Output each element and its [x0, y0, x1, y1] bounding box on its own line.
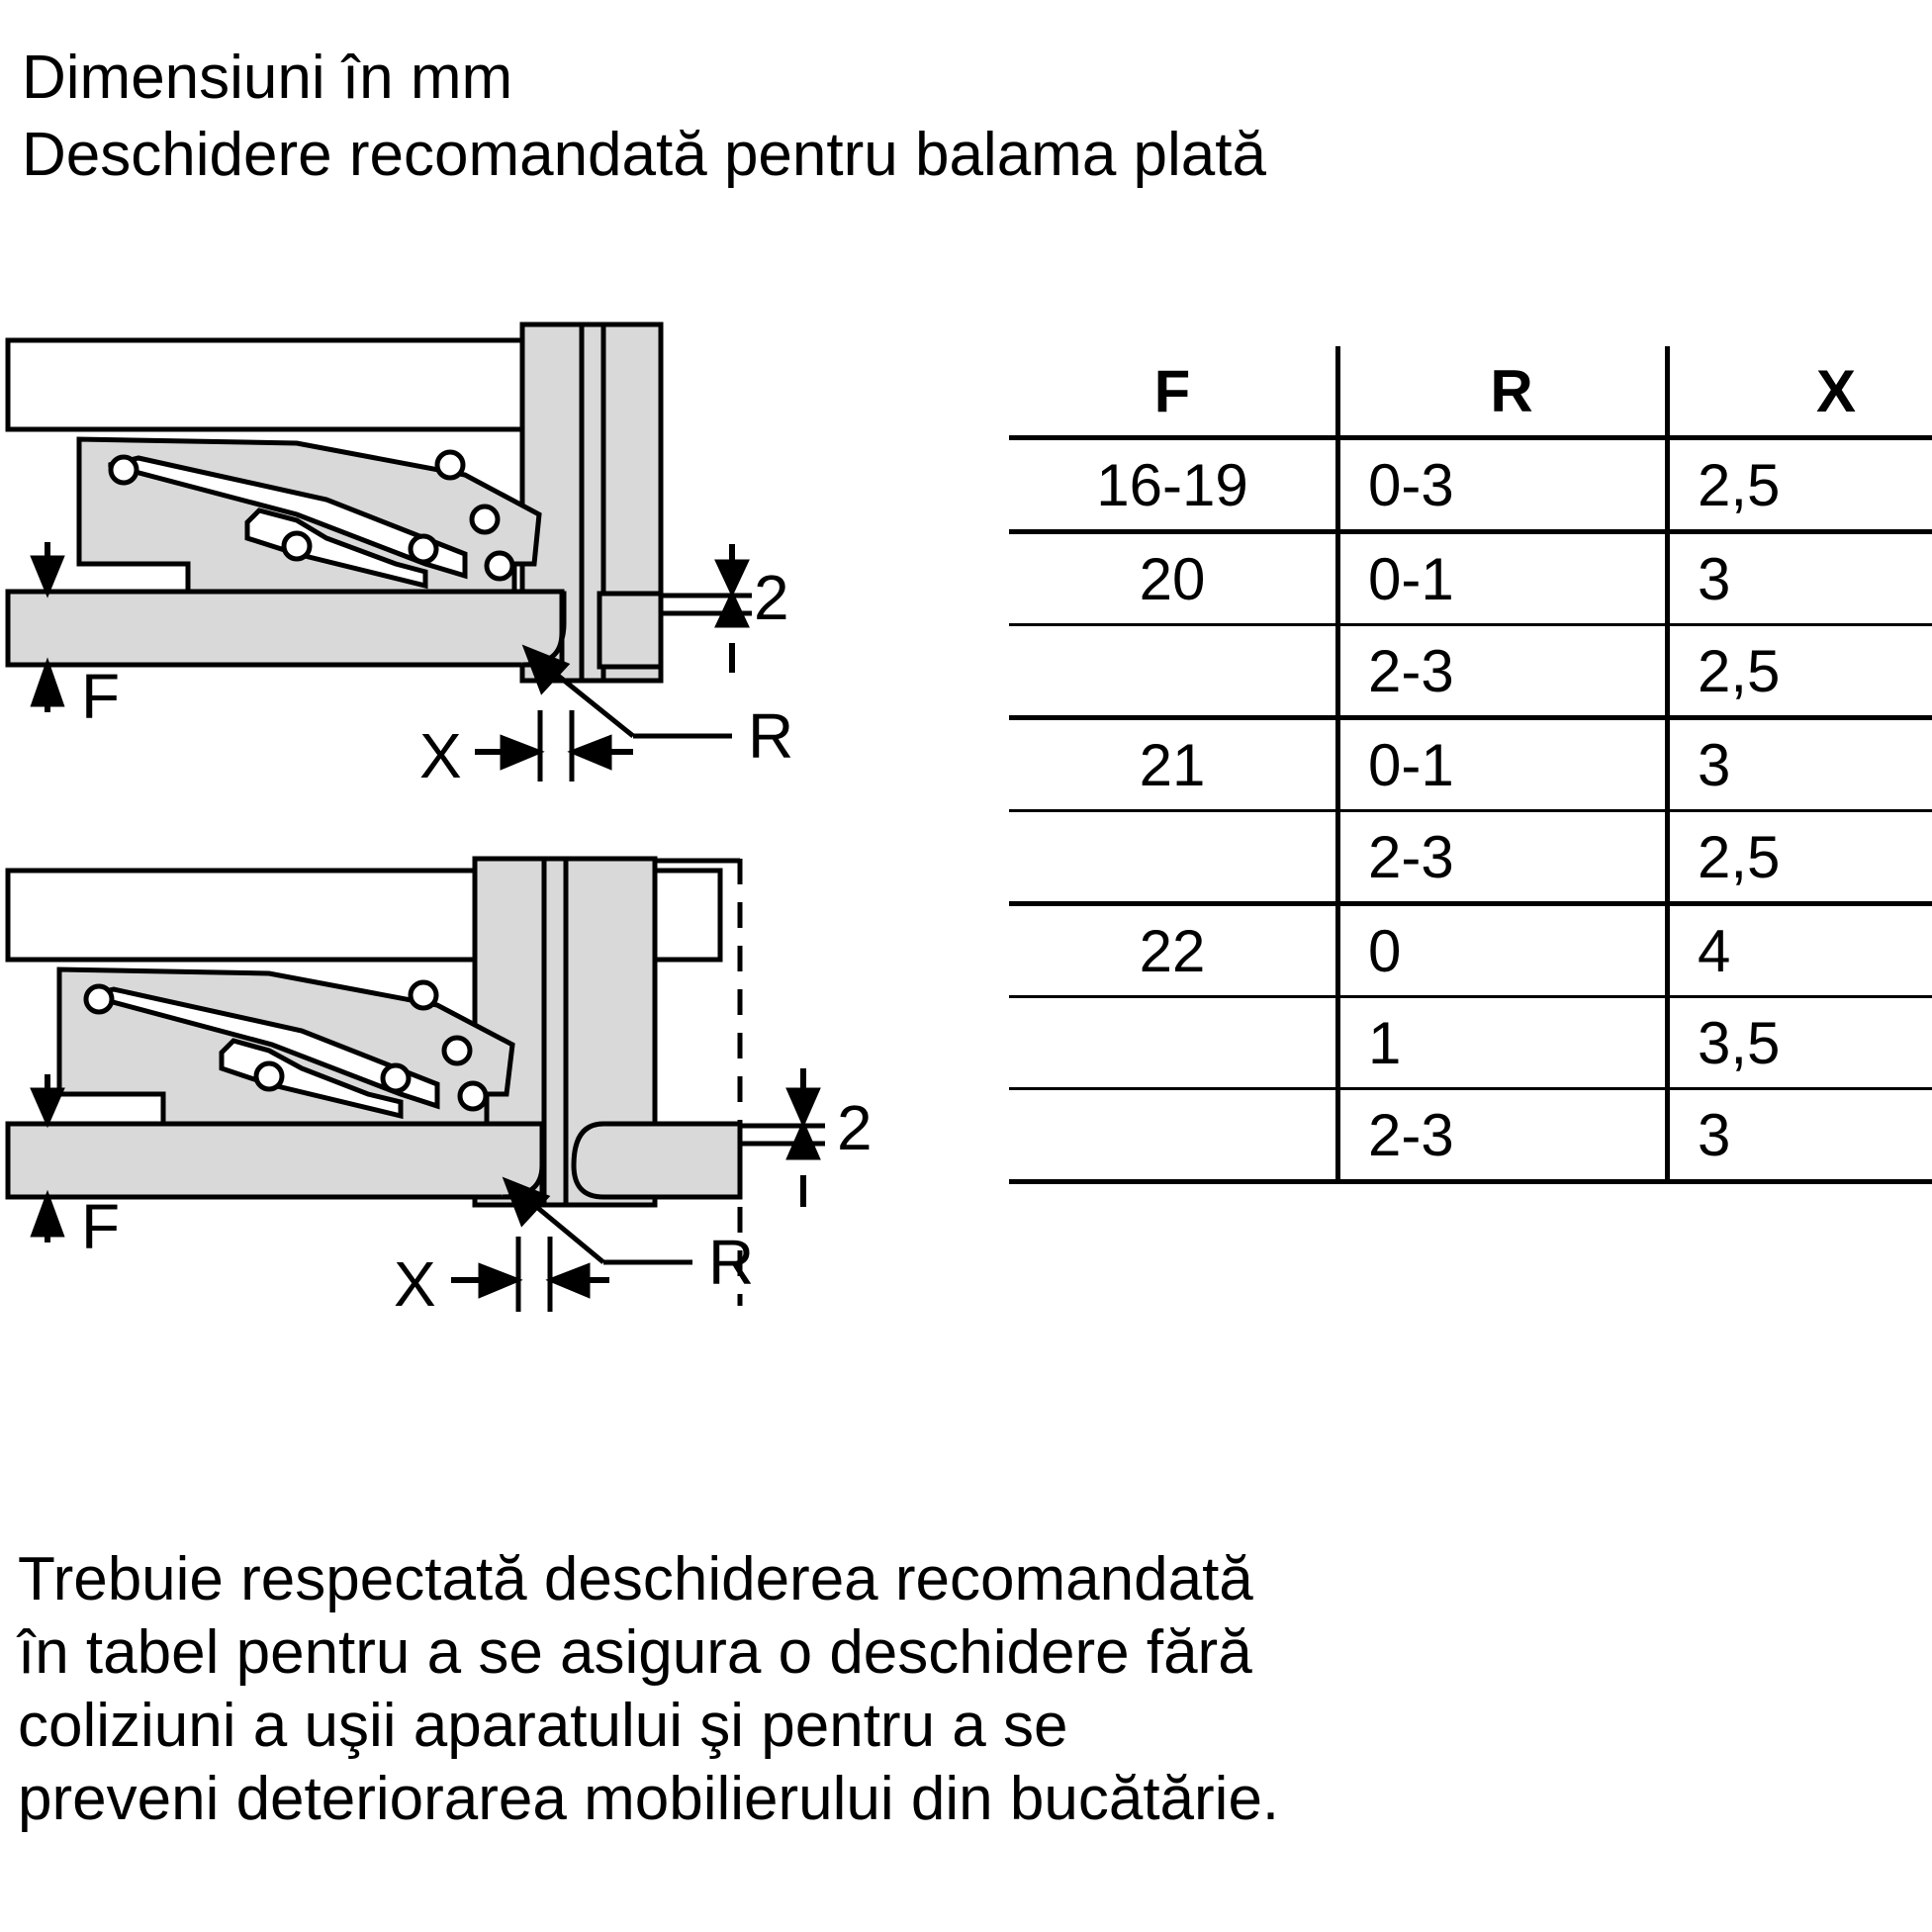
- cell-x: 3: [1668, 718, 1932, 811]
- cell-r: 2-3: [1338, 625, 1668, 718]
- table-row: [1009, 625, 1932, 718]
- footer-line-3: coliziuni a uşii aparatului şi pentru a se: [18, 1692, 1068, 1760]
- cell-r: 0-3: [1338, 438, 1668, 532]
- cell-x: 3: [1668, 532, 1932, 625]
- cell-r: 0-1: [1338, 532, 1668, 625]
- cell-r: 2-3: [1338, 811, 1668, 904]
- cell-r: 2-3: [1338, 1089, 1668, 1182]
- page-title: [22, 40, 1901, 194]
- table-header-f: F: [1009, 346, 1338, 438]
- footer-line-4: preveni deteriorarea mobilierului din bucătărie.: [18, 1765, 1280, 1833]
- cell-f: [1009, 625, 1338, 718]
- cell-x: 2,5: [1668, 438, 1932, 532]
- cell-f: 20: [1009, 532, 1338, 625]
- footer-note: [18, 1543, 1917, 1836]
- cell-r: 1: [1338, 997, 1668, 1089]
- title-line-dimensions: Dimensiuni în mm: [22, 44, 513, 112]
- label-f-top: F: [81, 661, 121, 732]
- label-r-top: R: [748, 700, 794, 772]
- cell-r: 0: [1338, 904, 1668, 997]
- cell-f: 22: [1009, 904, 1338, 997]
- label-gap-top: 2: [754, 562, 789, 633]
- hinge-diagram-svg: [0, 317, 989, 1365]
- cell-x: 3,5: [1668, 997, 1932, 1089]
- table-row: [1009, 1089, 1932, 1182]
- label-r-bottom: R: [708, 1227, 755, 1298]
- cell-f: 21: [1009, 718, 1338, 811]
- table-header-r: R: [1338, 346, 1668, 438]
- cell-x: 3: [1668, 1089, 1932, 1182]
- dimension-table: [1009, 346, 1932, 1184]
- cell-r: 0-1: [1338, 718, 1668, 811]
- cell-x: 4: [1668, 904, 1932, 997]
- table-header-x: X: [1668, 346, 1932, 438]
- cell-f: [1009, 811, 1338, 904]
- table-row: [1009, 532, 1932, 625]
- label-gap-bottom: 2: [837, 1092, 873, 1163]
- title-line-subtitle: Deschidere recomandată pentru balama plată: [22, 121, 1266, 189]
- hinge-diagram: [0, 317, 989, 1365]
- cell-x: 2,5: [1668, 625, 1932, 718]
- table-row: [1009, 718, 1932, 811]
- label-f-bottom: F: [81, 1191, 121, 1262]
- table-row: [1009, 997, 1932, 1089]
- table-row: [1009, 438, 1932, 532]
- label-x-top: X: [419, 720, 462, 791]
- label-x-bottom: X: [394, 1248, 436, 1320]
- table-row: [1009, 811, 1932, 904]
- table-row: [1009, 904, 1932, 997]
- cell-f: [1009, 997, 1338, 1089]
- dimension-table-container: [1009, 346, 1899, 1316]
- footer-line-2: în tabel pentru a se asigura o deschidere fără: [18, 1618, 1252, 1687]
- footer-line-1: Trebuie respectată deschiderea recomandată: [18, 1545, 1253, 1613]
- table-header-row: [1009, 346, 1932, 438]
- cell-f: [1009, 1089, 1338, 1182]
- cell-f: 16-19: [1009, 438, 1338, 532]
- cell-x: 2,5: [1668, 811, 1932, 904]
